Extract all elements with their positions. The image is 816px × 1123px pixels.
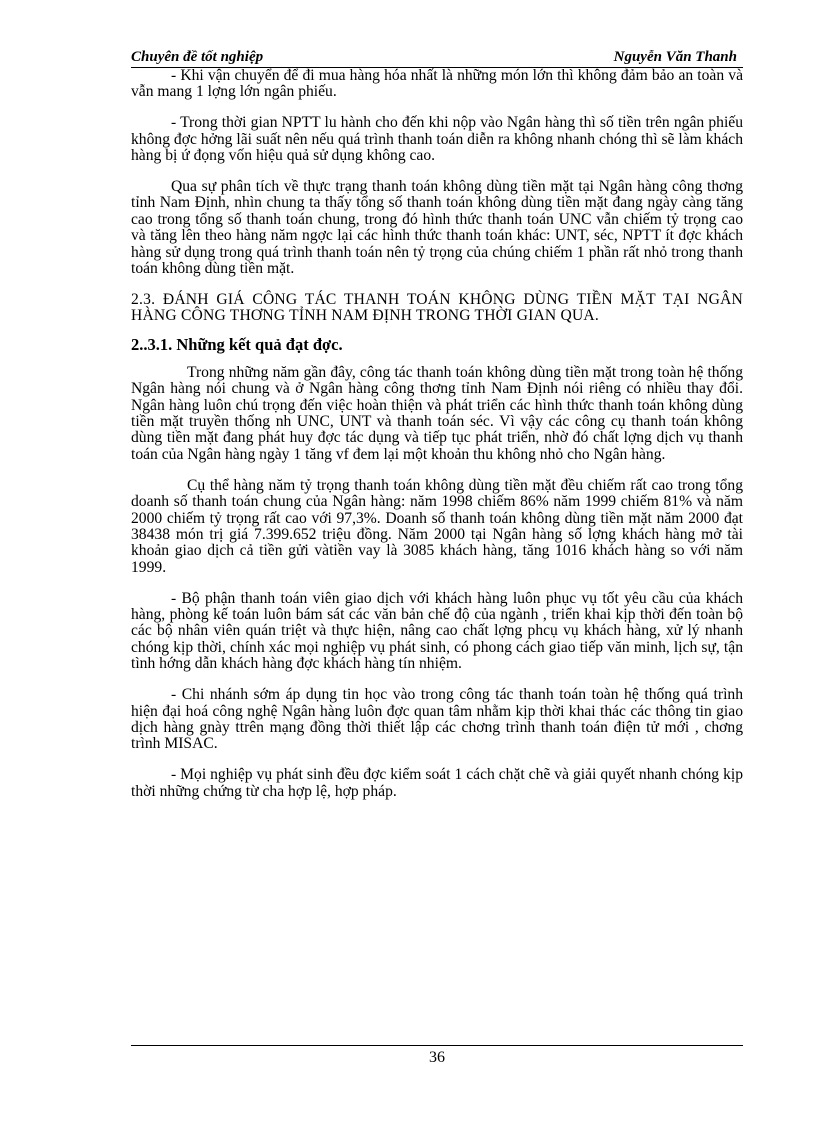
header-right: Nguyễn Văn Thanh — [613, 49, 737, 65]
document-page — [131, 46, 743, 800]
paragraph-6: - Bộ phận thanh toán viên giao dịch với khách hàng luôn phục vụ tốt yêu cầu của khách hàng, phòng kế toán luôn bám sát các văn bản chế độ của ngành , triển khai kịp thời đến toàn bộ các bộ nhân viên quán triệt và thực hiện, nâng cao chất lợng phcụ vụ khách hàng, xử lý nhanh chóng kịp thời, chính xác mọi nghiệp vụ phát sinh, có phong cách giao tiếp văn minh, lịch sự, tận tình hớng dẫn khách hàng đợc khách hàng tín nhiệm. — [131, 589, 743, 673]
header-left: Chuyên đề tốt nghiệp — [131, 49, 264, 65]
document-body — [131, 68, 743, 800]
paragraph-8: - Mọi nghiệp vụ phát sinh đều đợc kiểm soát 1 cách chặt chẽ và giải quyết nhanh chóng kịp thời những chứng từ cha hợp lệ, hợp pháp. — [131, 766, 743, 800]
paragraph-2: - Trong thời gian NPTT lu hành cho đến khi nộp vào Ngân hàng thì số tiền trên ngân phiếu không đợc hởng lãi suất nên nếu quá trình thanh toán diễn ra không nhanh chóng thì sẽ làm khách hàng bị ứ đọng vốn hiệu quả sử dụng không cao. — [131, 114, 743, 165]
paragraph-4: Trong những năm gần đây, công tác thanh toán không dùng tiền mặt trong toàn hệ thống Ngân hàng nói chung và ở Ngân hàng công thơng tỉnh Nam Định nói riêng có nhiều thay đổi. Ngân hàng luôn chú trọng đến việc hoàn thiện và phát triển các hình thức thanh toán không dùng tiền mặt truyền thống nh UNC, UNT và thanh toán séc. Vì vậy các công cụ thanh toán không dùng tiền mặt đang phát huy đợc tác dụng và tiếp tục phát triển, nhờ đó chất lợng dịch vụ thanh toán của Ngân hàng ngày 1 tăng vf đem lại một khoản thu không nhỏ cho Ngân hàng. — [131, 363, 743, 463]
page-number: 36 — [429, 1049, 445, 1066]
paragraph-7: - Chi nhánh sớm áp dụng tin học vào trong công tác thanh toán toàn hệ thống quá trình hiện đại hoá công nghệ Ngân hàng luôn đợc quan tâm nhằm kịp thời khai thác các thông tin giao dịch hàng gnày ttrên mạng đồng thời thiết lập các chơng trình thanh toán điện tử mới , chơng trình MISAC. — [131, 686, 743, 753]
page-header — [131, 46, 743, 68]
paragraph-1: - Khi vận chuyển để đi mua hàng hóa nhất là những món lớn thì không đảm bảo an toàn và vẫn mang 1 lợng lớn ngân phiếu. — [131, 67, 743, 101]
paragraph-3: Qua sự phân tích về thực trạng thanh toán không dùng tiền mặt tại Ngân hàng công thơng tỉnh Nam Định, nhìn chung ta thấy tổng số thanh toán không dùng tiền mặt đang ngày càng tăng cao trong tổng số thanh toán chung, trong đó hình thức thanh toán UNC vẫn chiếm tỷ trọng cao và tăng lên theo hàng năm ngợc lại các hình thức thanh toán khác: UNT, séc, NPTT ít đợc khách hàng sử dụng trong quá trình thanh toán nên tỷ trọng của chúng chiếm 1 phần rất nhỏ trong thanh toán không dùng tiền mặt. — [131, 178, 743, 278]
paragraph-5: Cụ thể hàng năm tỷ trọng thanh toán không dùng tiền mặt đều chiếm rất cao trong tổng doanh số thanh toán chung của Ngân hàng: năm 1998 chiếm 86% năm 1999 chiếm 81% và năm 2000 chiếm tỷ trọng rất cao với 97,3%. Doanh số thanh toán không dùng tiền mặt năm 2000 đạt 38438 món trị giá 7.399.652 triệu đồng. Năm 2000 tại Ngân hàng số lợng khách hàng mở tài khoản giao dịch cả tiền gửi vàtiền vay là 3085 khách hàng, tăng 1016 khách hàng so với năm 1999. — [131, 476, 743, 576]
subsection-heading: 2..3.1. Những kết quả đạt đợc. — [131, 334, 343, 354]
page-footer — [131, 1045, 743, 1067]
section-heading: 2.3. ĐÁNH GIÁ CÔNG TÁC THANH TOÁN KHÔNG DÙNG TIỀN MẶT TẠI NGÂN HÀNG CÔNG THƠNG TỈNH NAM ĐỊNH TRONG THỜI GIAN QUA. — [131, 290, 743, 325]
